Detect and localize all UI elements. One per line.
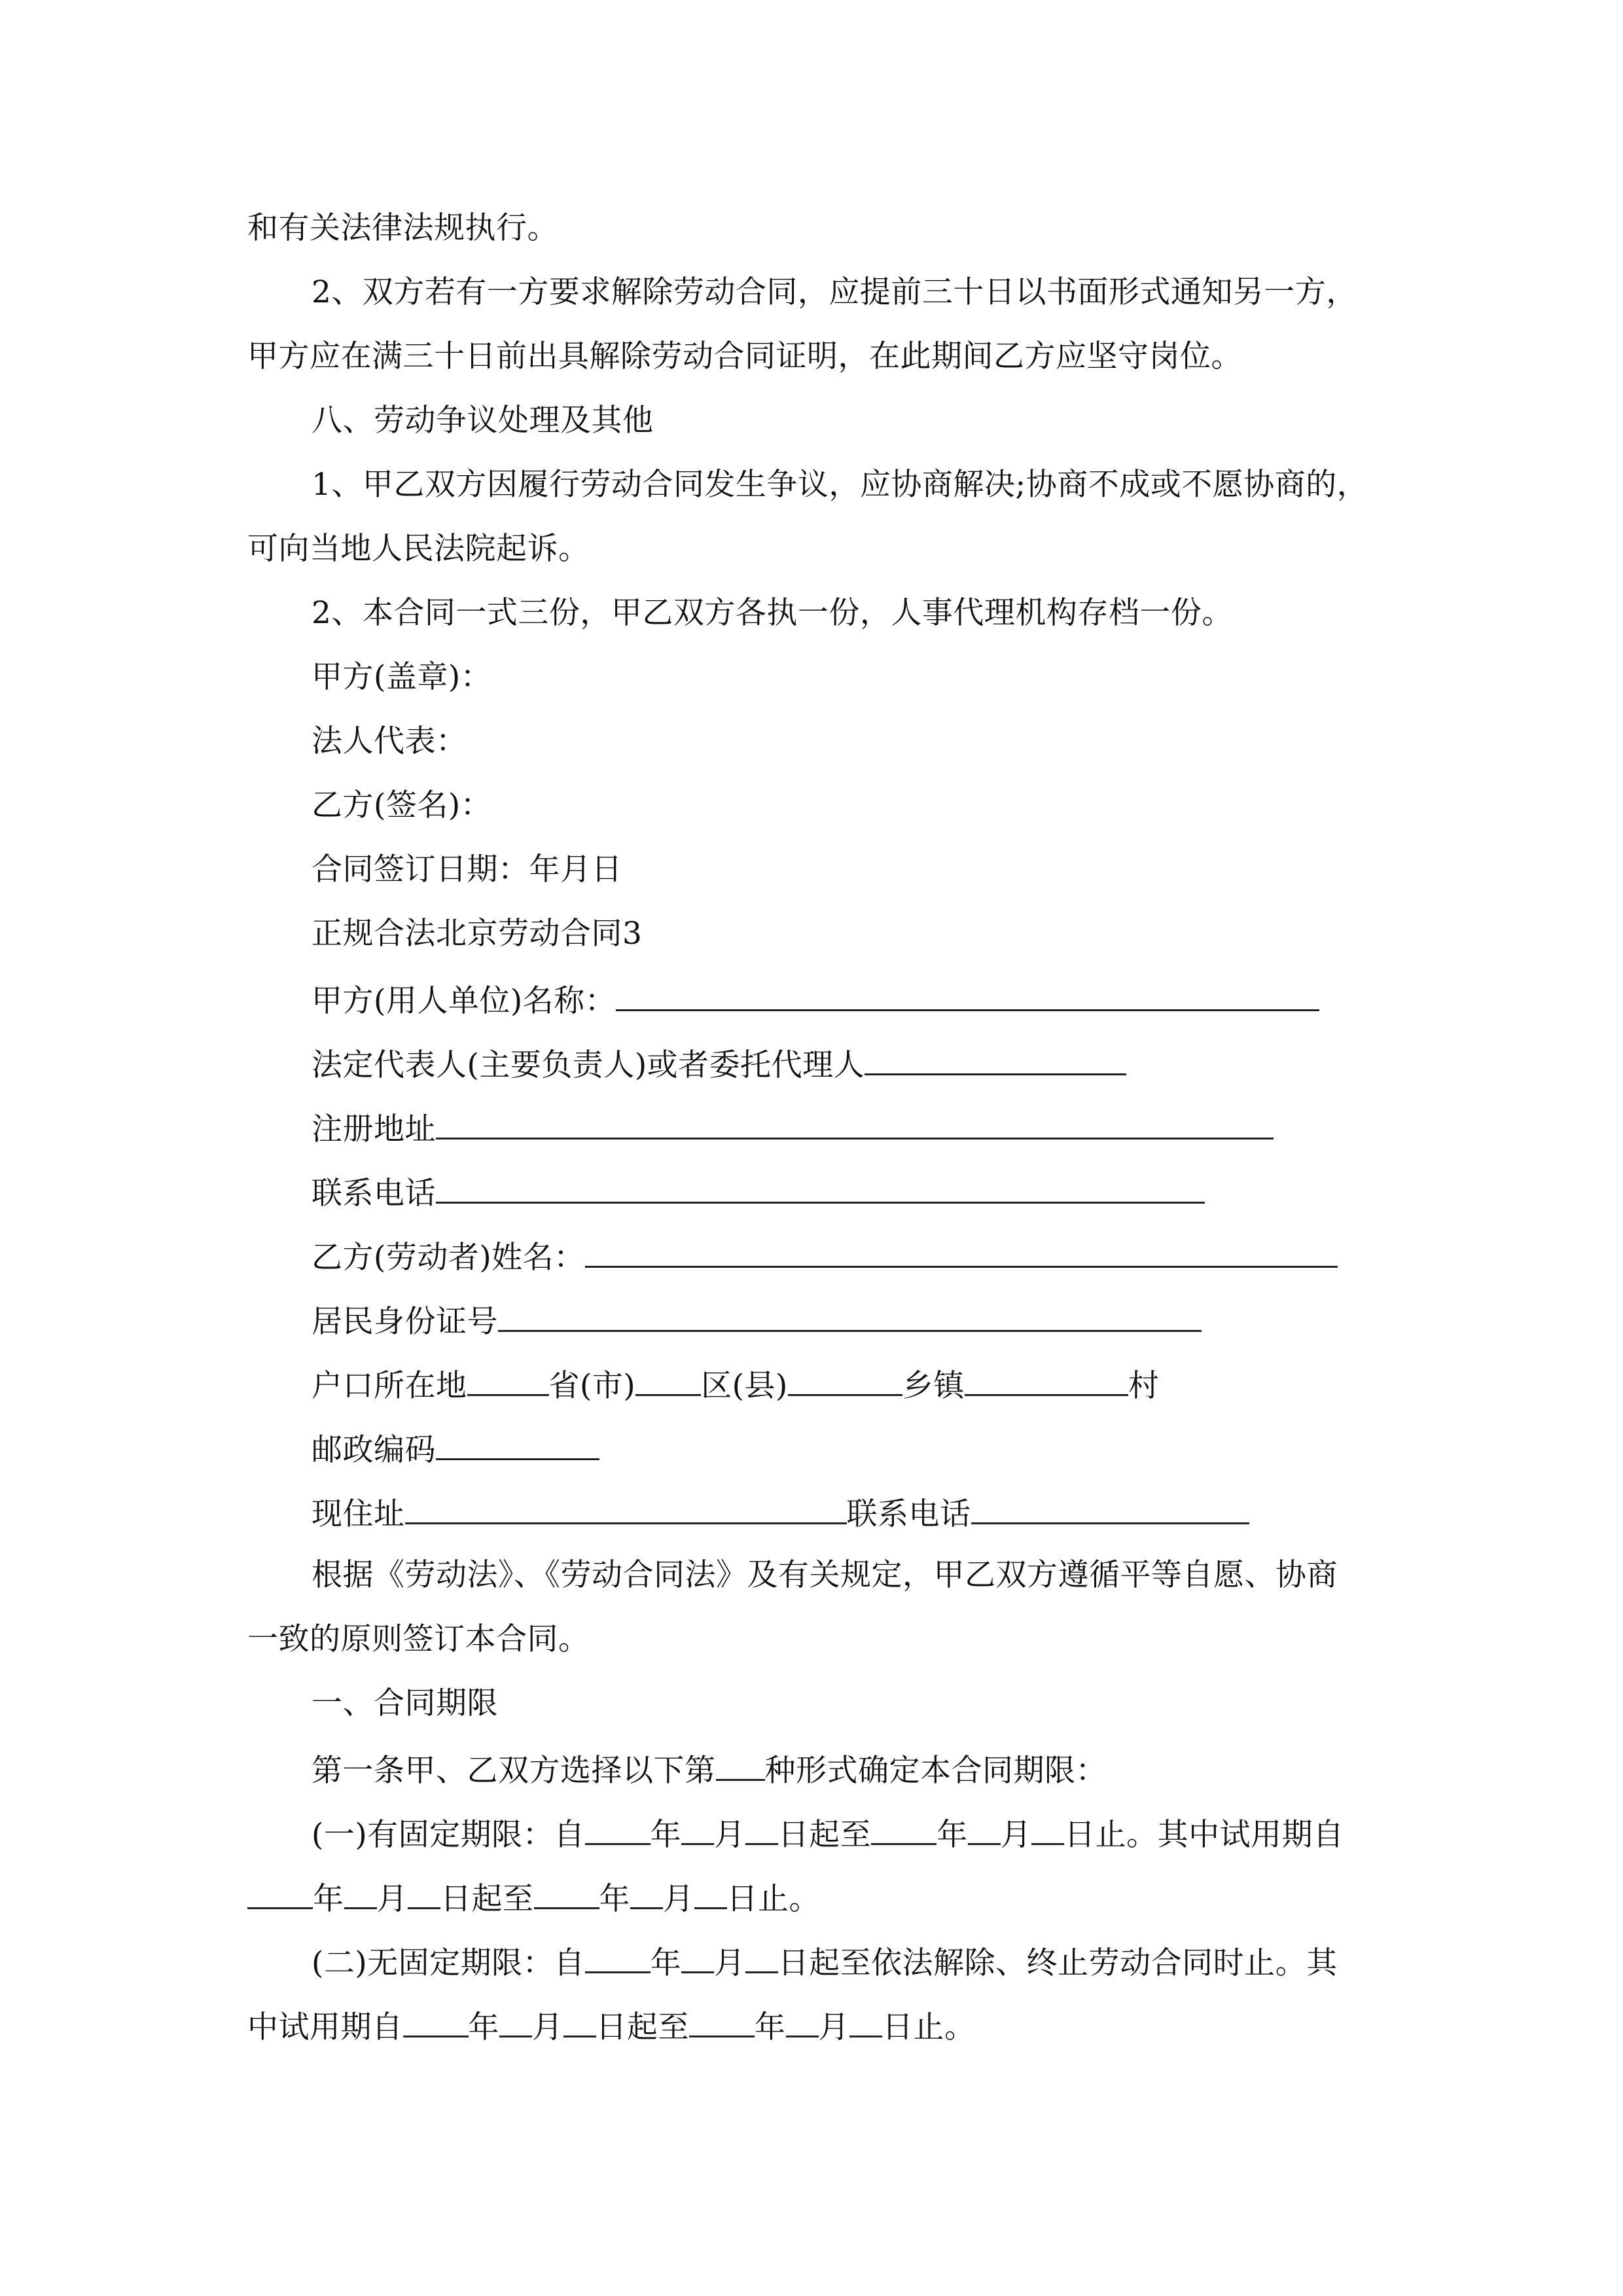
text: 月 [714,1817,745,1853]
paragraph-line [312,1543,1450,1607]
blank-field[interactable] [865,1030,1126,1075]
form-line-registered-address [312,1094,1450,1158]
text: 现住址 [312,1496,405,1532]
blank-field[interactable] [467,1351,549,1396]
blank-field[interactable] [585,1223,1338,1268]
form-line-fixed-term-probation [247,1864,1386,1928]
text: 户口所在地 [312,1368,467,1404]
blank-field[interactable] [436,1094,1274,1139]
form-line-employer-phone [312,1158,1450,1223]
form-line-postal-code [312,1415,1450,1479]
text: 月 [663,1881,694,1917]
text: 甲方(用人单位)名称： [312,983,616,1019]
blank-field[interactable] [786,1992,819,2037]
paragraph-line [247,1607,1386,1672]
text: 八、劳动争议处理及其他 [312,403,654,439]
text: 邮政编码 [312,1432,436,1468]
text: 年 [599,1881,630,1917]
text: 村 [1128,1368,1160,1404]
form-line-employee-name [312,1223,1450,1287]
signing-date-line [312,838,1450,902]
text: (二)无固定期限：自 [312,1945,585,1981]
text: 月 [532,2009,563,2045]
blank-field[interactable] [694,1864,727,1909]
text: 乙方(劳动者)姓名： [312,1240,585,1276]
form-line-household-registration [312,1351,1450,1415]
text: 种形式确定本合同期限： [764,1753,1107,1789]
blank-field[interactable] [630,1864,663,1909]
signature-line-party-b [312,774,1450,838]
text: 年 [468,2009,499,2045]
blank-field[interactable] [436,1415,599,1460]
paragraph-line [312,453,1450,517]
paragraph-line [312,260,1450,325]
contract-title [312,902,1450,966]
blank-field[interactable] [1031,1800,1064,1845]
paragraph-line [247,196,1386,260]
text: 日起至 [440,1881,534,1917]
form-line-employer-name [312,966,1450,1030]
text: 法人代表： [312,723,467,759]
text: (一)有固定期限：自 [312,1817,585,1853]
paragraph-line [312,581,1450,645]
blank-field[interactable] [745,1928,778,1973]
text: 甲方(盖章)： [312,659,492,695]
text: 年 [313,1881,344,1917]
blank-field[interactable] [716,1736,765,1781]
text: 一、合同期限 [312,1685,498,1721]
section-heading [312,389,1450,453]
text: 日起至 [596,2009,689,2045]
text: 联系电话 [846,1496,971,1532]
text: 日止。 [726,1881,820,1917]
blank-field[interactable] [403,1992,469,2037]
blank-field[interactable] [585,1928,651,1973]
form-line-open-term-probation [247,1992,1386,2056]
blank-field[interactable] [965,1351,1128,1396]
blank-field[interactable] [498,1287,1202,1332]
blank-field[interactable] [408,1864,440,1909]
signature-line-legal-rep [312,709,1450,774]
text: 区(县) [701,1368,788,1404]
blank-field[interactable] [585,1800,651,1845]
blank-field[interactable] [971,1479,1249,1524]
blank-field[interactable] [344,1864,377,1909]
blank-field[interactable] [689,1992,755,2037]
form-line-fixed-term [312,1800,1450,1864]
blank-field[interactable] [405,1479,847,1524]
blank-field[interactable] [247,1864,313,1909]
text: 省(市) [548,1368,636,1404]
paragraph-line [247,325,1386,389]
text: 月 [1000,1817,1032,1853]
blank-field[interactable] [788,1351,902,1396]
blank-field[interactable] [616,966,1319,1011]
blank-field[interactable] [871,1800,936,1845]
text: 合同签订日期：年月日 [312,852,622,888]
text: 年 [650,1817,682,1853]
text: 2、本合同一式三份，甲乙双方各执一份，人事代理机构存档一份。 [312,595,1233,631]
text: 2、双方若有一方要求解除劳动合同，应提前三十日以书面形式通知另一方， [312,274,1357,310]
text: 联系电话 [312,1175,436,1211]
blank-field[interactable] [681,1800,714,1845]
blank-field[interactable] [534,1864,599,1909]
blank-field[interactable] [499,1992,532,2037]
text: 月 [714,1945,745,1981]
text: 根据《劳动法》、《劳动合同法》及有关规定，甲乙双方遵循平等自愿、协商 [312,1557,1338,1593]
text: 注册地址 [312,1111,436,1147]
text: 中试用期自 [247,2009,403,2045]
text: 乡镇 [902,1368,965,1404]
text: 年 [936,1817,968,1853]
text: 第一条甲、乙双方选择以下第 [312,1753,716,1789]
text: 日止。其中试用期自 [1064,1817,1344,1853]
text: 年 [755,2009,786,2045]
blank-field[interactable] [436,1158,1205,1204]
text: 乙方(签名)： [312,787,492,823]
signature-line-party-a [312,645,1450,709]
text: 1、甲乙双方因履行劳动合同发生争议，应协商解决;协商不成或不愿协商的， [312,467,1368,503]
form-line-term-type [312,1736,1450,1800]
text: 甲方应在满三十日前出具解除劳动合同证明，在此期间乙方应坚守岗位。 [247,338,1242,374]
text: 一致的原则签订本合同。 [247,1621,590,1657]
text: 年 [650,1945,682,1981]
blank-field[interactable] [745,1800,778,1845]
blank-field[interactable] [849,1992,882,2037]
text: 法定代表人(主要负责人)或者委托代理人 [312,1047,865,1083]
blank-field[interactable] [681,1928,714,1973]
text: 月 [376,1881,408,1917]
text: 日起至 [777,1817,872,1853]
text: 月 [818,2009,849,2045]
form-line-open-term [312,1928,1450,1992]
form-line-id-number [312,1287,1450,1351]
paragraph-line [247,517,1386,581]
text: 居民身份证号 [312,1304,498,1340]
text: 和有关法律法规执行。 [247,210,558,246]
blank-field[interactable] [563,1992,596,2037]
blank-field[interactable] [635,1351,701,1396]
blank-field[interactable] [968,1800,1001,1845]
text: 可向当地人民法院起诉。 [247,531,590,567]
text: 正规合法北京劳动合同3 [312,916,643,952]
form-line-legal-representative [312,1030,1450,1094]
form-line-current-address [312,1479,1450,1543]
section-heading [312,1672,1450,1736]
text: 日止。 [882,2009,976,2045]
text: 日起至依法解除、终止劳动合同时止。其 [777,1945,1338,1981]
